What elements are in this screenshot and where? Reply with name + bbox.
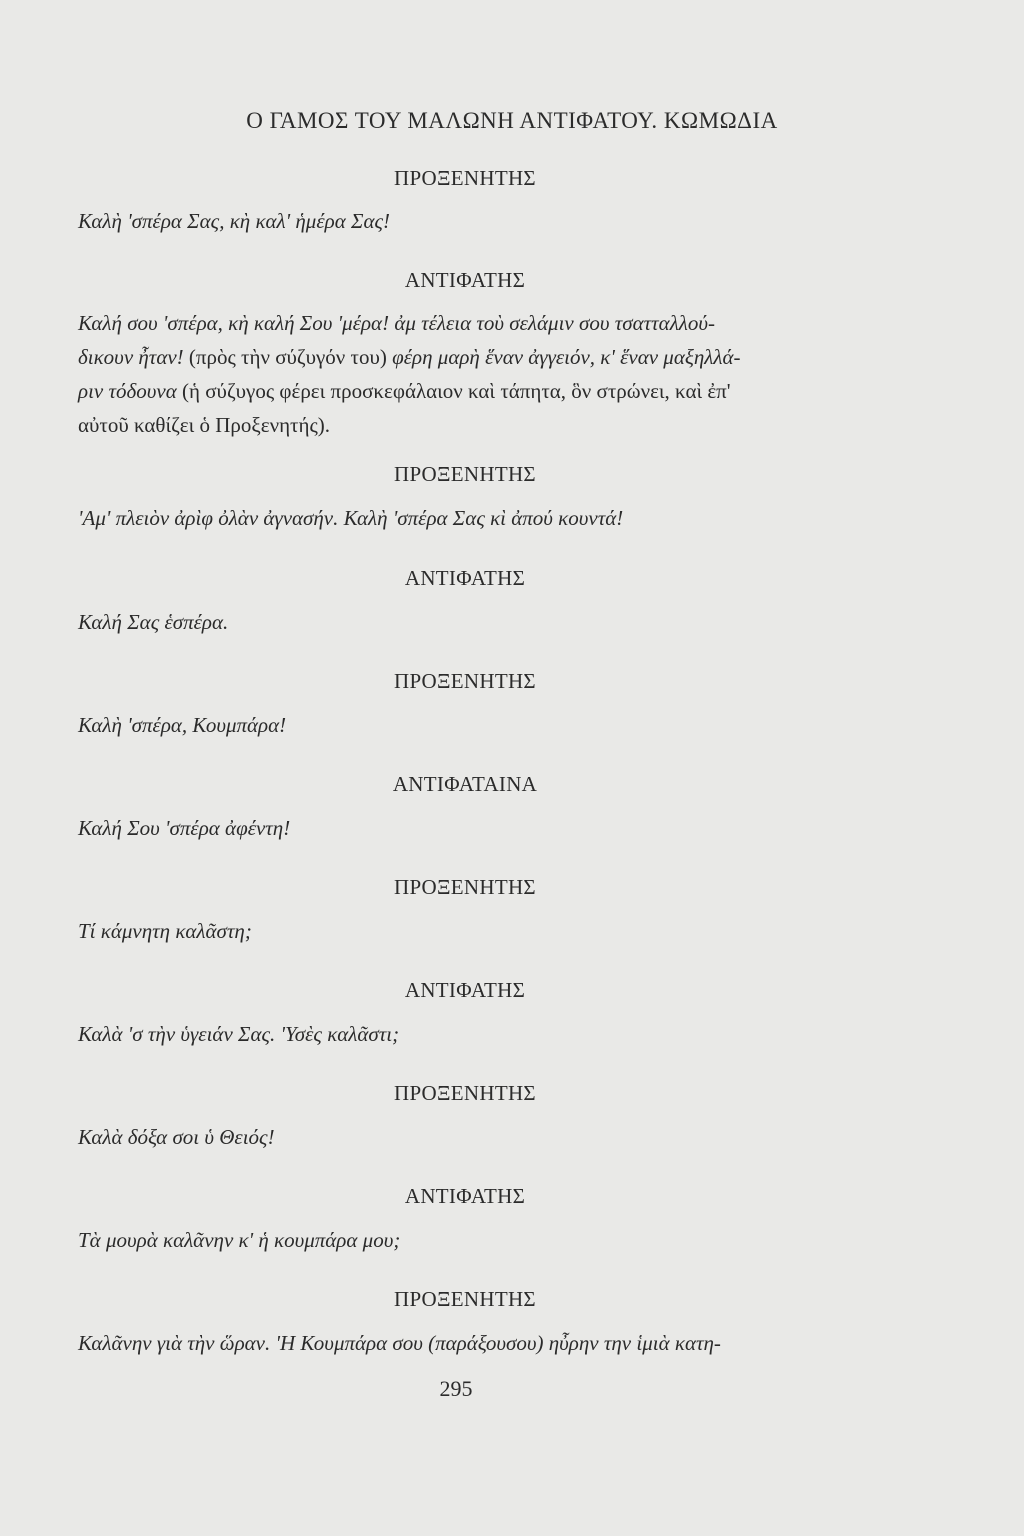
stage-direction: αὐτοῦ καθίζει ὁ Προξενητής). bbox=[78, 413, 331, 437]
dialogue-line: δικουν ἦταν! bbox=[78, 345, 184, 369]
speaker-name: ΑΝΤΙΦΑΤΗΣ bbox=[404, 1184, 526, 1208]
page-number: 295 bbox=[439, 1376, 473, 1401]
dialogue-line: ριν τόδουνα bbox=[78, 379, 177, 403]
speaker-name: ΠΡΟΞΕΝΗΤΗΣ bbox=[394, 875, 536, 899]
dialogue-line: Καλή Σου 'σπέρα ἀφέντη! bbox=[78, 816, 291, 840]
dialogue-line: Τὰ μουρὰ καλᾶνην κ' ἡ κουμπάρα μου; bbox=[78, 1228, 401, 1252]
dialogue-line: Καλή Σας ἑσπέρα. bbox=[78, 610, 229, 634]
dialogue-line: 'Αμ' πλειὸν ἀρὶφ ὀλὰν ἀγνασήν. Καλὴ 'σπέρα Σας κὶ ἀπού κουντά! bbox=[78, 506, 624, 530]
dialogue-line: Καλὴ 'σπέρα, Κουμπάρα! bbox=[78, 713, 287, 737]
speaker-name: ΠΡΟΞΕΝΗΤΗΣ bbox=[394, 1081, 536, 1105]
dialogue-line: Καλὰ δόξα σοι ὑ Θειός! bbox=[78, 1125, 275, 1149]
dialogue-line: φέρη μαρὴ ἕναν ἀγγειόν, κ' ἕναν μαξηλλά- bbox=[392, 345, 741, 369]
speaker-name: ΠΡΟΞΕΝΗΤΗΣ bbox=[394, 1287, 536, 1311]
speaker-name: ΠΡΟΞΕΝΗΤΗΣ bbox=[394, 462, 536, 486]
speaker-name: ΑΝΤΙΦΑΤΗΣ bbox=[404, 978, 526, 1002]
stage-direction: (ἡ σύζυγος φέρει προσκεφάλαιον καὶ τάπητα, ὃν στρώνει, καὶ ἐπ' bbox=[176, 379, 731, 403]
speaker-name: ΠΡΟΞΕΝΗΤΗΣ bbox=[394, 166, 536, 190]
dialogue-line: Καλὰ 'σ τὴν ὑγειάν Σας. 'Υσὲς καλᾶστι; bbox=[78, 1022, 400, 1046]
dialogue-line: Καλή σου 'σπέρα, κὴ καλή Σου 'μέρα! ἀμ τέλεια τοὺ σελάμιν σου τσατταλλού- bbox=[78, 311, 716, 335]
speaker-name: ΑΝΤΙΦΑΤΗΣ bbox=[404, 268, 526, 292]
dialogue-line: Καλὴ 'σπέρα Σας, κὴ καλ' ἡμέρα Σας! bbox=[78, 209, 390, 233]
stage-direction: (πρὸς τὴν σύζυγόν του) bbox=[183, 345, 393, 369]
speaker-name: ΠΡΟΞΕΝΗΤΗΣ bbox=[394, 669, 536, 693]
dialogue-paragraph bbox=[78, 306, 868, 442]
dialogue-line: Τί κάμνητη καλᾶστη; bbox=[78, 919, 252, 943]
page-title: Ο ΓΑΜΟΣ ΤΟΥ ΜΑΛΩΝΗ ΑΝΤΙΦΑΤΟΥ. ΚΩΜΩΔΙΑ bbox=[246, 108, 778, 133]
dialogue-line: Καλᾶνην γιὰ τὴν ὥραν. 'Η Κουμπάρα σου (παράξουσου) ηὖρην την ἱμιὰ κατη- bbox=[78, 1331, 721, 1355]
speaker-name: ΑΝΤΙΦΑΤΗΣ bbox=[404, 566, 526, 590]
speaker-name: ΑΝΤΙΦΑΤΑΙΝΑ bbox=[392, 772, 538, 796]
